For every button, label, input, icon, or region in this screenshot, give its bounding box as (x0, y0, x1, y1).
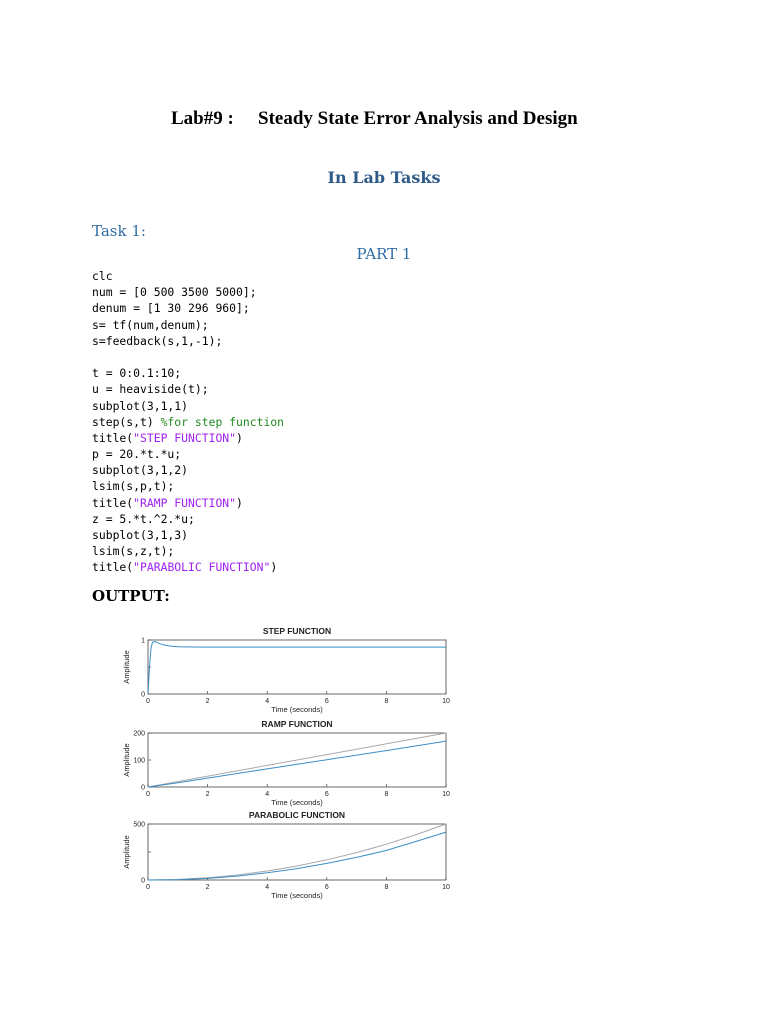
part-title: PART 1 (356, 245, 412, 263)
x-tick-label: 8 (384, 698, 389, 705)
y-axis-label: Amplitude (122, 835, 131, 869)
y-tick-label: 1 (141, 637, 145, 645)
x-tick-label: 0 (146, 884, 150, 891)
x-tick-label: 6 (324, 791, 329, 798)
task-title: Task 1: (92, 222, 146, 240)
chart-panel (122, 626, 450, 714)
x-tick-label: 6 (324, 698, 329, 705)
code-line: subplot(3,1,2) (92, 463, 189, 478)
code-line: subplot(3,1,1) (92, 398, 189, 413)
code-line: p = 20.*t.*u; (92, 447, 182, 462)
y-tick-label: 500 (133, 821, 145, 829)
code-string: "STEP FUNCTION" (133, 430, 237, 445)
output-figure (112, 620, 462, 910)
lab-number: Lab#9 : (171, 108, 234, 129)
x-tick-label: 8 (384, 884, 389, 891)
code-line: lsim(s,p,t); (92, 479, 175, 494)
code-line: clc (92, 269, 113, 283)
y-axis-label: Amplitude (122, 743, 131, 777)
code-string: "RAMP FUNCTION" (133, 495, 237, 510)
code-string: "PARABOLIC FUNCTION" (133, 560, 271, 575)
code-line: lsim(s,z,t); (92, 544, 175, 559)
x-tick-label: 8 (384, 791, 389, 798)
x-tick-label: 10 (442, 698, 450, 705)
x-tick-label: 2 (205, 791, 210, 798)
chart-title: PARABOLIC FUNCTION (248, 810, 346, 820)
code-line: s= tf(num,denum); (92, 317, 209, 332)
code-line: subplot(3,1,3) (92, 528, 189, 542)
lab-name: Steady State Error Analysis and Design (258, 108, 578, 129)
x-tick-label: 10 (442, 884, 450, 891)
code-line: title("PARABOLIC FUNCTION") (92, 560, 278, 575)
x-axis-label: Time (seconds) (271, 798, 323, 807)
x-axis-label: Time (seconds) (271, 891, 323, 900)
code-comment: %for step function (160, 414, 285, 429)
code-line: num = [0 500 3500 5000]; (92, 285, 257, 300)
code-line: denum = [1 30 296 960]; (92, 301, 250, 316)
x-tick-label: 2 (205, 884, 210, 891)
section-title: In Lab Tasks (327, 168, 441, 187)
code-line: z = 5.*t.^2.*u; (92, 511, 195, 526)
chart-panel (122, 810, 450, 900)
y-tick-label: 100 (133, 757, 145, 765)
code-line: s=feedback(s,1,-1); (92, 333, 223, 348)
code-line: title("STEP FUNCTION") (92, 430, 243, 445)
output-label: OUTPUT: (92, 587, 170, 605)
plot-area (148, 640, 446, 694)
chart-title: RAMP FUNCTION (261, 719, 333, 729)
y-axis-label: Amplitude (122, 650, 131, 684)
chart-panel (122, 719, 450, 807)
plot-area (148, 824, 446, 880)
y-tick-label: 200 (133, 730, 145, 738)
x-tick-label: 0 (146, 698, 150, 705)
y-tick-label: 0 (141, 691, 145, 699)
x-tick-label: 4 (265, 884, 270, 891)
code-line: step(s,t) %for step function (92, 414, 285, 429)
chart-title: STEP FUNCTION (262, 626, 332, 636)
x-tick-label: 0 (146, 791, 150, 798)
x-tick-label: 2 (205, 698, 210, 705)
x-tick-label: 10 (442, 791, 450, 798)
x-tick-label: 4 (265, 698, 270, 705)
code-line (92, 349, 284, 365)
x-tick-label: 4 (265, 791, 270, 798)
y-tick-label: 0 (141, 784, 145, 792)
code-line: t = 0:0.1:10; (92, 366, 182, 381)
x-tick-label: 6 (324, 884, 329, 891)
x-axis-label: Time (seconds) (271, 705, 323, 714)
code-line: u = heaviside(t); (92, 382, 209, 397)
y-tick-label: 0 (141, 877, 145, 885)
code-line: title("RAMP FUNCTION") (92, 495, 243, 510)
matlab-code-block (92, 268, 284, 576)
